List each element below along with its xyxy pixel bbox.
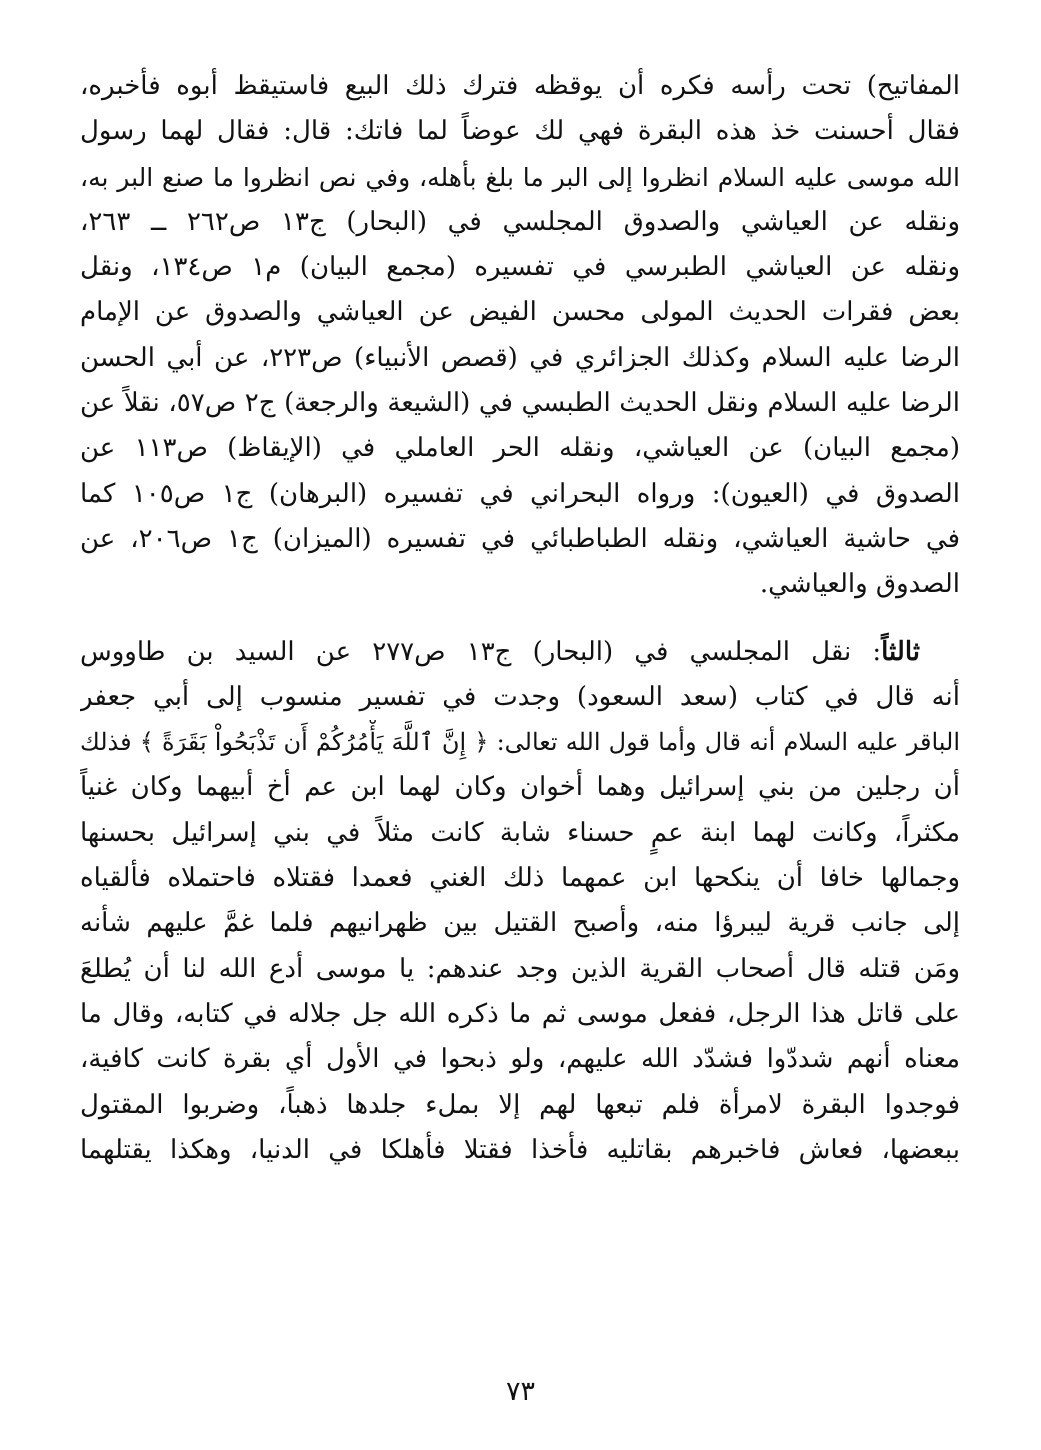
paragraph-lead-rest: : نقل المجلسي في (البحار) ج١٣ ص٢٧٧ عن السيد بن طاووس	[80, 636, 882, 667]
text-line: مكثراً، وكانت لهما ابنة عمٍ حسناء شابة كانت مثلاً في بني إسرائيل بحسنها	[80, 817, 960, 848]
text-line: ونقله عن العياشي والصدوق المجلسي في (البحار) ج١٣ ص٢٦٢ ــ ٢٦٣،	[80, 206, 960, 237]
text-line: أن رجلين من بني إسرائيل وهما أخوان وكان لهما ابن عم أخ أبيهما وكان غنياً	[80, 772, 960, 803]
text-line: الرضا عليه السلام ونقل الحديث الطبسي في (الشيعة والرجعة) ج٢ ص٥٧، نقلاً عن	[80, 388, 960, 419]
text-line: ببعضها، فعاش فاخبرهم بقاتليه فأخذا فقتلا فأهلكا في الدنيا، وهكذا يقتلهما	[80, 1134, 960, 1165]
text-line: بعض فقرات الحديث المولى محسن الفيض عن العياشي والصدوق عن الإمام	[80, 297, 960, 328]
text-line: في حاشية العياشي، ونقله الطباطبائي في تفسيره (الميزان) ج١ ص٢٠٦، عن	[80, 523, 960, 554]
text-line: المفاتيح) تحت رأسه فكره أن يوقظه فترك ذلك البيع فاستيقظ أبوه فأخبره،	[80, 71, 960, 101]
text-line: ومَن قتله قال أصحاب القرية الذين وجد عندهم: يا موسى أدع الله لنا أن يُطلعَ	[80, 953, 960, 984]
text-line-first	[80, 630, 960, 675]
text-line: الباقر عليه السلام أنه قال وأما قول الله تعالى: ﴿ إِنَّ ٱللَّهَ يَأْمُرُكُمْ أَن تَذْبَحُواْ بَقَرَةً ﴾ فذلك	[80, 728, 960, 757]
text-line: على قاتل هذا الرجل، ففعل موسى ثم ما ذكره الله جل جلاله في كتابه، وقال ما	[80, 998, 960, 1029]
text-line: الرضا عليه السلام وكذلك الجزائري في (قصص الأنبياء) ص٢٢٣، عن أبي الحسن	[80, 342, 960, 373]
text-line: فقال أحسنت خذ هذه البقرة فهي لك عوضاً لما فاتك: قال: فقال لهما رسول	[80, 116, 960, 147]
text-line: أنه قال في كتاب (سعد السعود) وجدت في تفسير منسوب إلى أبي جعفر	[80, 681, 960, 712]
text-line: إلى جانب قرية ليبرؤا منه، وأصبح القتيل بين ظهرانيهم فلما غمَّ عليهم شأنه	[80, 908, 960, 939]
text-line: وجمالها خافا أن ينكحها ابن عمهما ذلك الغني فعمدا فقتلاه فاحتملاه فألقياه	[80, 863, 960, 894]
text-line: الله موسى عليه السلام انظروا إلى البر ما بلغ بأهله، وفي نص انظروا ما صنع البر به،	[80, 162, 960, 192]
body-text	[80, 64, 960, 1173]
text-line: (مجمع البيان) عن العياشي، ونقله الحر العاملي في (الإيقاظ) ص١١٣ عن	[80, 433, 960, 464]
text-line: ونقله عن العياشي الطبرسي في تفسيره (مجمع البيان) م١ ص١٣٤، ونقل	[80, 252, 960, 283]
paragraph-lead: ثالثاً	[881, 636, 920, 667]
text-line: معناه أنهم شددّوا فشدّد الله عليهم، ولو ذبحوا في الأول أي بقرة كانت كافية،	[80, 1044, 960, 1075]
text-line: الصدوق والعياشي.	[759, 569, 960, 600]
page-number: ٧٣	[505, 1376, 535, 1407]
paragraph-gap	[80, 608, 960, 630]
text-line: الصدوق في (العيون): ورواه البحراني في تفسيره (البرهان) ج١ ص١٠٥ كما	[80, 478, 960, 509]
text-line: فوجدوا البقرة لامرأة فلم تبعها لهم إلا بملء جلدها ذهباً، وضربوا المقتول	[80, 1089, 960, 1120]
paragraph-2	[80, 630, 960, 1174]
paragraph-1	[80, 64, 960, 608]
